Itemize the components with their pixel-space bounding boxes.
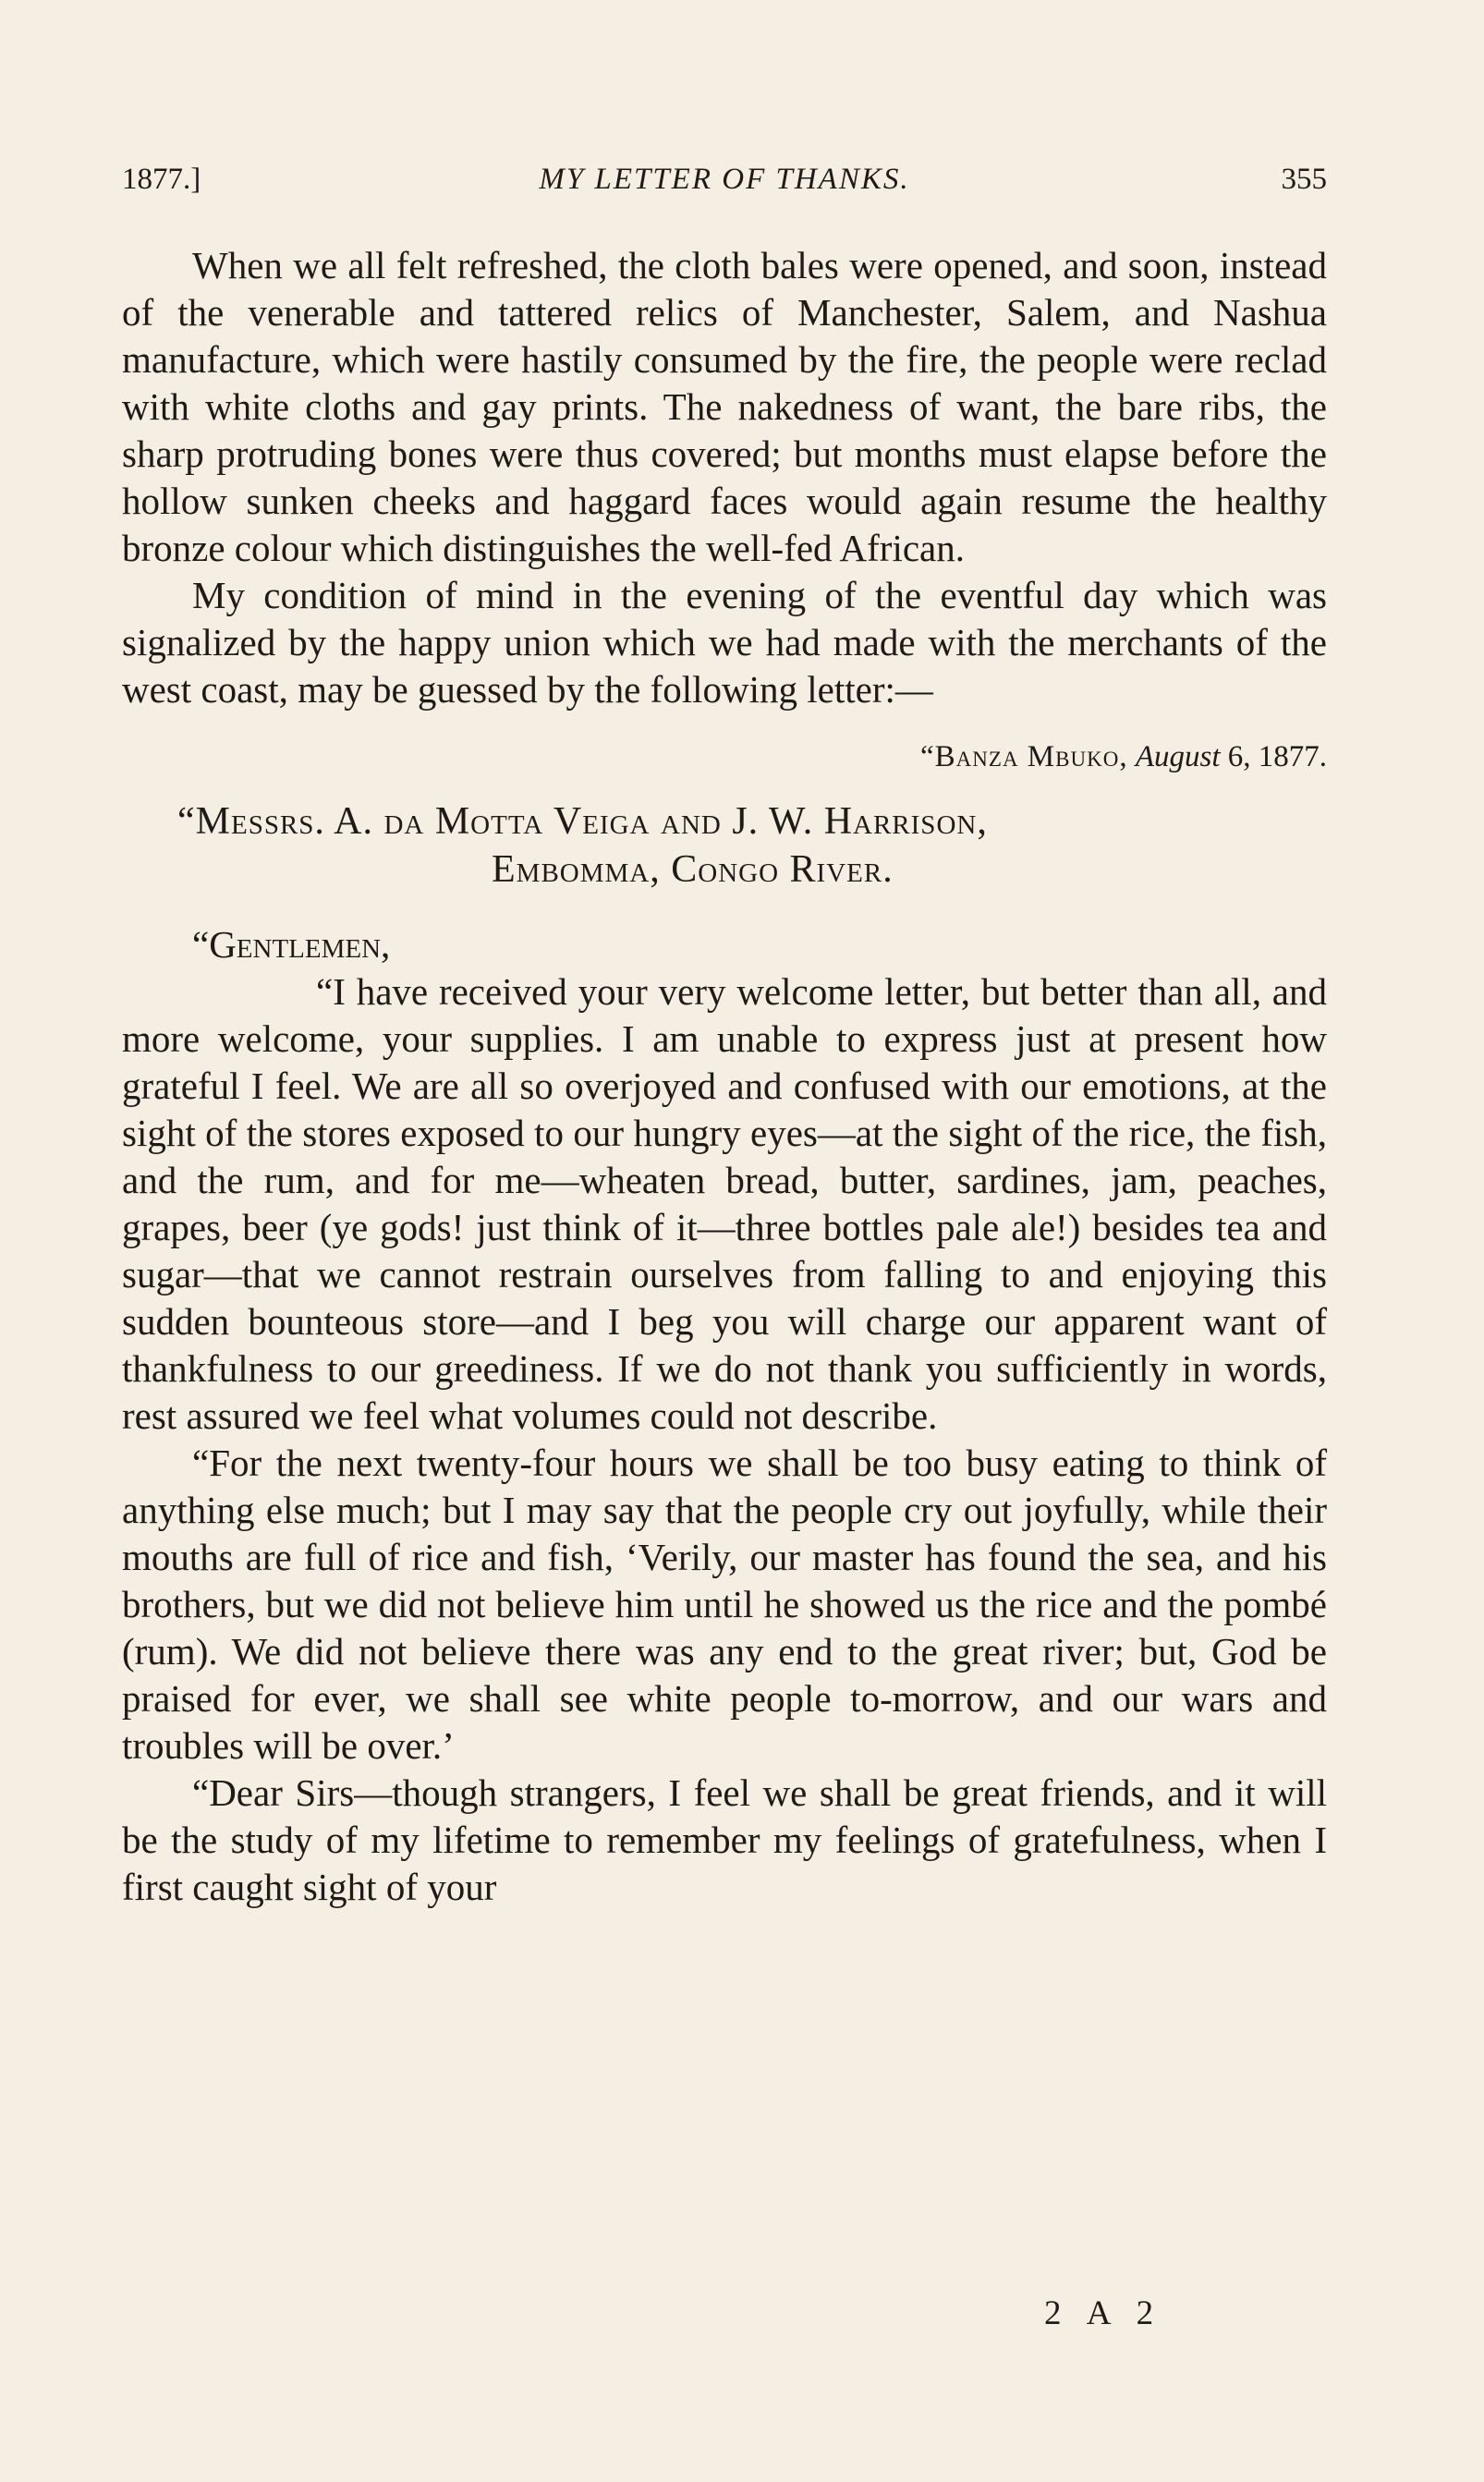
dateline-rest: 6, 1877. — [1227, 740, 1327, 773]
letter-address — [122, 797, 1327, 894]
letter-paragraph-2: “For the next twenty-four hours we shall be too busy eating to think of anything else much; but I may say that the people cry out joyfully, while their mouths are full of rice and fish, ‘Verily, our master has found the sea, and his brothers, but we did not believe him until he showed us the rice and the pombé (rum). We did not believe there was any end to the great river; but, God be praised for ever, we shall see white people to-morrow, and our wars and troubles will be over.’ — [122, 1442, 1327, 1767]
address-line-2: Embomma, Congo River. — [492, 848, 894, 891]
letter-paragraph-1: “I have received your very welcome letter, but better than all, and more welcome, your supplies. I am unable to express just at present how grateful I feel. We are all so overjoyed and confused with our emotions, at the sight of the stores exposed to our hungry eyes—at the sight of the rice, the fish, and the rum, and for me—wheaten bread, butter, sardines, jam, peaches, grapes, beer (ye gods! just think of it—three bottles pale ale!) besides tea and sugar—that we cannot restrain ourselves from falling to and enjoying this sudden bounteous store—and I beg you will charge our apparent want of thankfulness to our greediness. If we do not thank you sufficiently in words, rest assured we feel what volumes could not describe. — [122, 970, 1327, 1437]
address-line-1: “Messrs. A. da Motta Veiga and J. W. Harrison, — [177, 800, 988, 843]
dateline-place: “Banza Mbuko, — [920, 740, 1128, 773]
running-header — [122, 163, 1327, 209]
page-body — [122, 242, 1327, 1911]
letter-dateline — [122, 734, 1327, 781]
paragraph-refreshed: When we all felt refreshed, the cloth bales were opened, and soon, instead of the venerable and tattered relics of Manchester, Salem, and Nashua manufacture, which were hastily consumed by the fire, the people were reclad with white cloths and gay prints. The nakedness of want, the bare ribs, the sharp protruding bones were thus covered; but months must elapse before the hollow sunken cheeks and haggard faces would again resume the healthy bronze colour which distinguishes the well-fed African. — [122, 244, 1327, 569]
letter-salutation: “Gentlemen, — [192, 923, 391, 966]
dateline-month: August — [1135, 740, 1221, 773]
header-title: MY LETTER OF THANKS. — [539, 163, 910, 196]
page-number: 355 — [1281, 163, 1327, 196]
signature-mark: 2 A 2 — [1044, 2294, 1163, 2332]
header-year: 1877.] — [122, 163, 201, 196]
letter-paragraph-3: “Dear Sirs—though strangers, I feel we shall be great friends, and it will be the study of my lifetime to remember my feelings of gratefulness, when I first caught sight of your — [122, 1771, 1327, 1908]
paragraph-condition-of-mind: My condition of mind in the evening of the eventful day which was signalized by the happy union which we had made with the merchants of the west coast, may be guessed by the following letter:— — [122, 574, 1327, 711]
